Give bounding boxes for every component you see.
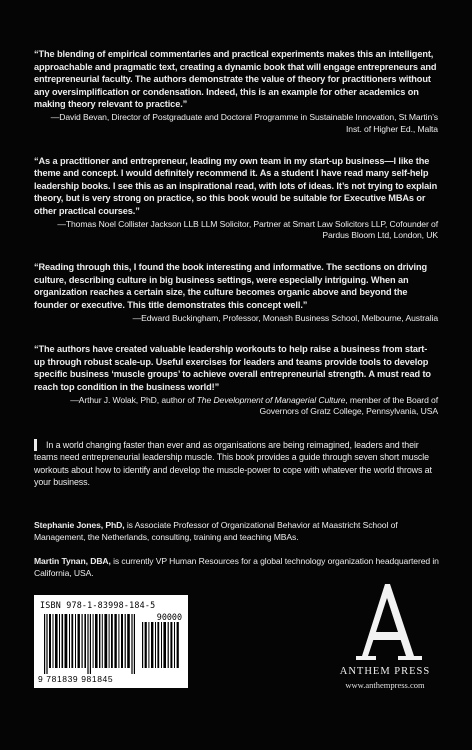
- endorsement-buckingham: [34, 261, 438, 324]
- endorsements: [34, 48, 438, 443]
- endorsement-jackson: [34, 155, 438, 243]
- quote-text: “Reading through this, I found the book interesting and informative. The sections on driving culture, describing culture in big business settings, were especially intriguing. When an organization reaches a certain size, the culture becomes organic above and beyond the founder or executive. This title demonstrates this concept well.”: [34, 262, 428, 310]
- quote-text: “As a practitioner and entrepreneur, leading my own team in my start-up business—I like the theme and concept. I would definitely recommend it. As a student I have read many self-help leadership books. I see this as an inspirational read, with lots of ideas. It’s not trying to explain theory, but is very strong on practice, so this book would be suitable for Executive MBAs or other practical courses.”: [34, 155, 438, 216]
- author-bio-text: is Associate Professor of Organizational Behavior at Maastricht School of Management, the Netherlands, consulting, training and teaching MBAs.: [34, 520, 398, 542]
- quote-attribution: —Edward Buckingham, Professor, Monash Business School, Melbourne, Australia: [132, 312, 438, 323]
- attribution-prefix: —Arthur J. Wolak, PhD, author of: [70, 394, 197, 405]
- author-bio-tynan: [34, 555, 440, 579]
- quote-attribution: [34, 395, 438, 419]
- endorsement-wolak: [34, 343, 438, 418]
- anthem-a-logo-icon: [322, 580, 448, 666]
- author-name: Martin Tynan, DBA,: [34, 556, 111, 566]
- publisher-url: www.anthempress.com: [345, 680, 425, 690]
- addon-barcode-bars: [142, 622, 180, 668]
- ean-barcode-bars: [44, 614, 136, 674]
- isbn-label: ISBN 978-1-83998-184-5: [40, 600, 156, 610]
- author-bio-text: is currently VP Human Resources for a global technology organization headquartered in California, USA.: [34, 556, 439, 578]
- quote-attribution: —David Bevan, Director of Postgraduate and Doctoral Programme in Sustainable Innovation, St Martin’s Inst. of Higher Ed., Malta: [50, 111, 438, 134]
- quote-text: “The authors have created valuable leadership workouts to help raise a business from start-up through robust scale-up. Useful exercises for leaders and teams provide tools to develop specific business ‘muscle groups’ to achieve overall entrepreneurial strength. A must read to reach top condition in the business world!”: [34, 344, 431, 393]
- author-bio-jones: [34, 519, 440, 543]
- book-description: In a world changing faster than ever and as organisations are being reimagined, leaders and their teams need entrepreneurial leadership muscle. This book provides a guide through seven short muscle workouts about how to identify and develop the muscle-power to cope with whatever the world throws at your business.: [34, 440, 432, 488]
- author-name: Stephanie Jones, PhD,: [34, 520, 125, 530]
- quote-text: “The blending of empirical commentaries and practical experiments makes this an intelligent, approachable and pragmatic text, creating a dynamic book that will engage entrepreneurs and entrepreneurial faculty. The authors demonstrate the value of theory for practitioners without any oversimplification or condensation. Indeed, this is an example for other academics on making theory relevant to practice.”: [34, 49, 437, 110]
- attribution-suffix: , member of the Board of Governors of Gratz College, Pennsylvania, USA: [259, 394, 438, 417]
- publisher-name: ANTHEM PRESS: [339, 666, 431, 677]
- publisher-logo: [322, 580, 448, 690]
- price-code: 90000: [156, 612, 182, 622]
- quote-attribution: —Thomas Noel Collister Jackson LLB LLM Solicitor, Partner at Smart Law Solicitors LLP, Cofounder of Pardus Bloom Ltd, London, UK: [57, 218, 438, 241]
- isbn-barcode: [34, 595, 188, 688]
- ean-digits: 9 781839 981845: [38, 674, 114, 684]
- book-title: The Development of Managerial Culture: [196, 394, 346, 405]
- endorsement-bevan: [34, 48, 438, 136]
